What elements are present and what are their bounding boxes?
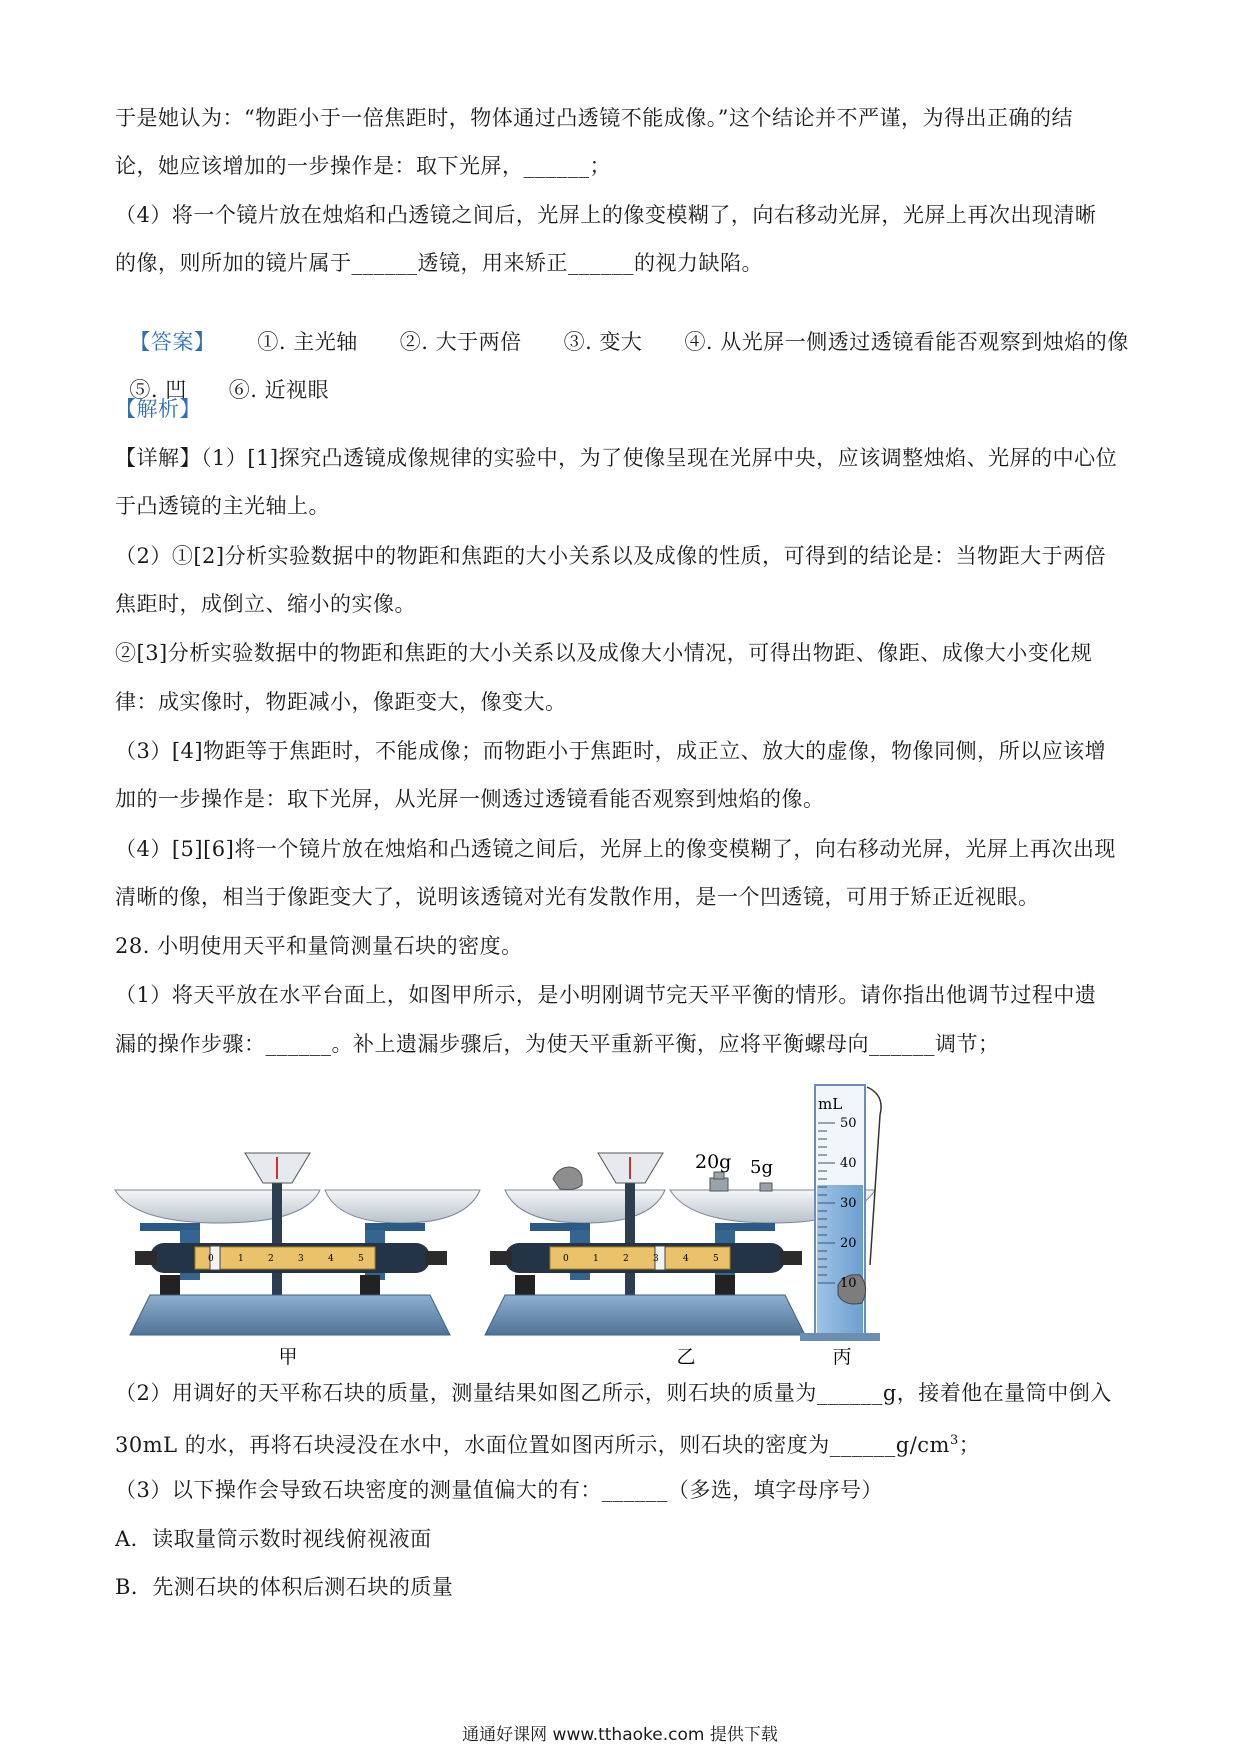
cylinder-tick-10: 10 <box>840 1276 857 1291</box>
answer-5: ⑤. 凹 <box>129 378 187 402</box>
question-2b-sup: 3 <box>949 1433 959 1448</box>
option-a: A．读取量筒示数时视线俯视液面 <box>115 1527 432 1551</box>
detail-1: 【详解】（1）[1]探究凸透镜成像规律的实验中，为了使像呈现在光屏中央，应该调整烛焰、光屏的中心位 <box>115 446 1118 470</box>
cylinder-tick-40: 40 <box>840 1156 857 1171</box>
ruler-yi-tick-0: 0 <box>563 1254 569 1264</box>
question-2b <box>115 1426 980 1460</box>
weight-20g-label: 20g <box>695 1151 732 1173</box>
detail-3: （2）①[2]分析实验数据中的物距和焦距的大小关系以及成像的性质，可得到的结论是：当物距大于两倍 <box>115 544 1107 568</box>
ruler-jia-tick-0: 0 <box>208 1254 214 1264</box>
line-3: （4）将一个镜片放在烛焰和凸透镜之间后，光屏上的像变模糊了，向右移动光屏，光屏上再次出现清晰 <box>115 203 1097 227</box>
label-jia: 甲 <box>278 1346 298 1365</box>
question-2a: （2）用调好的天平称石块的质量，测量结果如图乙所示，则石块的质量为______g，接着他在量筒中倒入 <box>115 1381 1112 1405</box>
detail-9: （4）[5][6]将一个镜片放在烛焰和凸透镜之间后，光屏上的像变模糊了，向右移动光屏，光屏上再次出现 <box>115 837 1116 861</box>
line-2: 论，她应该增加的一步操作是：取下光屏，______； <box>115 154 611 178</box>
measuring-cylinder-bing <box>800 1085 881 1365</box>
ruler-jia-tick-4: 4 <box>328 1254 334 1264</box>
detail-8: 加的一步操作是：取下光屏，从光屏一侧透过透镜看能否观察到烛焰的像。 <box>115 787 825 811</box>
ruler-yi-tick-4: 4 <box>683 1254 689 1264</box>
cylinder-tick-30: 30 <box>840 1196 857 1211</box>
question-2b-end: ； <box>958 1433 981 1457</box>
question-2b-text: 30mL 的水，再将石块浸没在水中，水面位置如图丙所示，则石块的密度为______g/cm <box>115 1433 950 1457</box>
label-yi: 乙 <box>676 1346 696 1365</box>
balance-and-cylinder-figure <box>110 1075 1130 1365</box>
ruler-yi-tick-2: 2 <box>623 1254 629 1264</box>
cylinder-tick-20: 20 <box>840 1236 857 1251</box>
line-4: 的像，则所加的镜片属于______透镜，用来矫正______的视力缺陷。 <box>115 251 763 275</box>
answer-6: ⑥. 近视眼 <box>228 378 330 402</box>
detail-7: （3）[4]物距等于焦距时，不能成像；而物距小于焦距时，成正立、放大的虚像，物像同侧，所以应该增 <box>115 739 1107 763</box>
cylinder-unit: mL <box>818 1095 843 1113</box>
answer-3: ③. 变大 <box>563 330 643 354</box>
ruler-jia-tick-5: 5 <box>358 1254 364 1264</box>
detail-4: 焦距时，成倒立、缩小的实像。 <box>115 592 416 616</box>
analysis-tag: 【解析】 <box>115 397 201 421</box>
detail-5: ②[3]分析实验数据中的物距和焦距的大小关系以及成像大小情况，可得出物距、像距、成像大小变化规 <box>115 641 1093 665</box>
ruler-jia-tick-2: 2 <box>268 1254 274 1264</box>
detail-10: 清晰的像，相当于像距变大了，说明该透镜对光有发散作用，是一个凹透镜，可用于矫正近视眼。 <box>115 885 1040 909</box>
ruler-jia-tick-1: 1 <box>238 1254 244 1264</box>
cylinder-tick-50: 50 <box>840 1116 857 1131</box>
answer-2: ②. 大于两倍 <box>399 330 522 354</box>
option-b: B．先测石块的体积后测石块的质量 <box>115 1575 454 1599</box>
question-1b: 漏的操作步骤：______。补上遗漏步骤后，为使天平重新平衡，应将平衡螺母向______调节； <box>115 1032 1000 1056</box>
answer-tag: 【答案】 <box>129 330 216 354</box>
answer-1: ①. 主光轴 <box>257 330 358 354</box>
question-3: （3）以下操作会导致石块密度的测量值偏大的有：______（多选，填字母序号） <box>115 1478 883 1502</box>
answer-4: ④. 从光屏一侧透过透镜看能否观察到烛焰的像 <box>684 330 1129 354</box>
ruler-jia-tick-3: 3 <box>298 1254 304 1264</box>
detail-2: 于凸透镜的主光轴上。 <box>115 494 330 518</box>
ruler-yi-tick-5: 5 <box>713 1254 719 1264</box>
ruler-yi-tick-3: 3 <box>653 1254 659 1264</box>
line-1: 于是她认为：“物距小于一倍焦距时，物体通过凸透镜不能成像。”这个结论并不严谨，为得出正确的结 <box>115 106 1073 130</box>
balance-jia <box>115 1153 480 1365</box>
weight-5g-label: 5g <box>750 1157 773 1178</box>
detail-6: 律：成实像时，物距减小，像距变大，像变大。 <box>115 690 567 714</box>
label-bing: 丙 <box>832 1346 852 1365</box>
ruler-yi-tick-1: 1 <box>593 1254 599 1264</box>
question-1a: （1）将天平放在水平台面上，如图甲所示，是小明刚调节完天平平衡的情形。请你指出他调节过程中遗 <box>115 983 1097 1007</box>
page-footer: 通通好课网 www.tthaoke.com 提供下载 <box>462 1725 778 1745</box>
question-28: 28. 小明使用天平和量筒测量石块的密度。 <box>115 934 523 958</box>
